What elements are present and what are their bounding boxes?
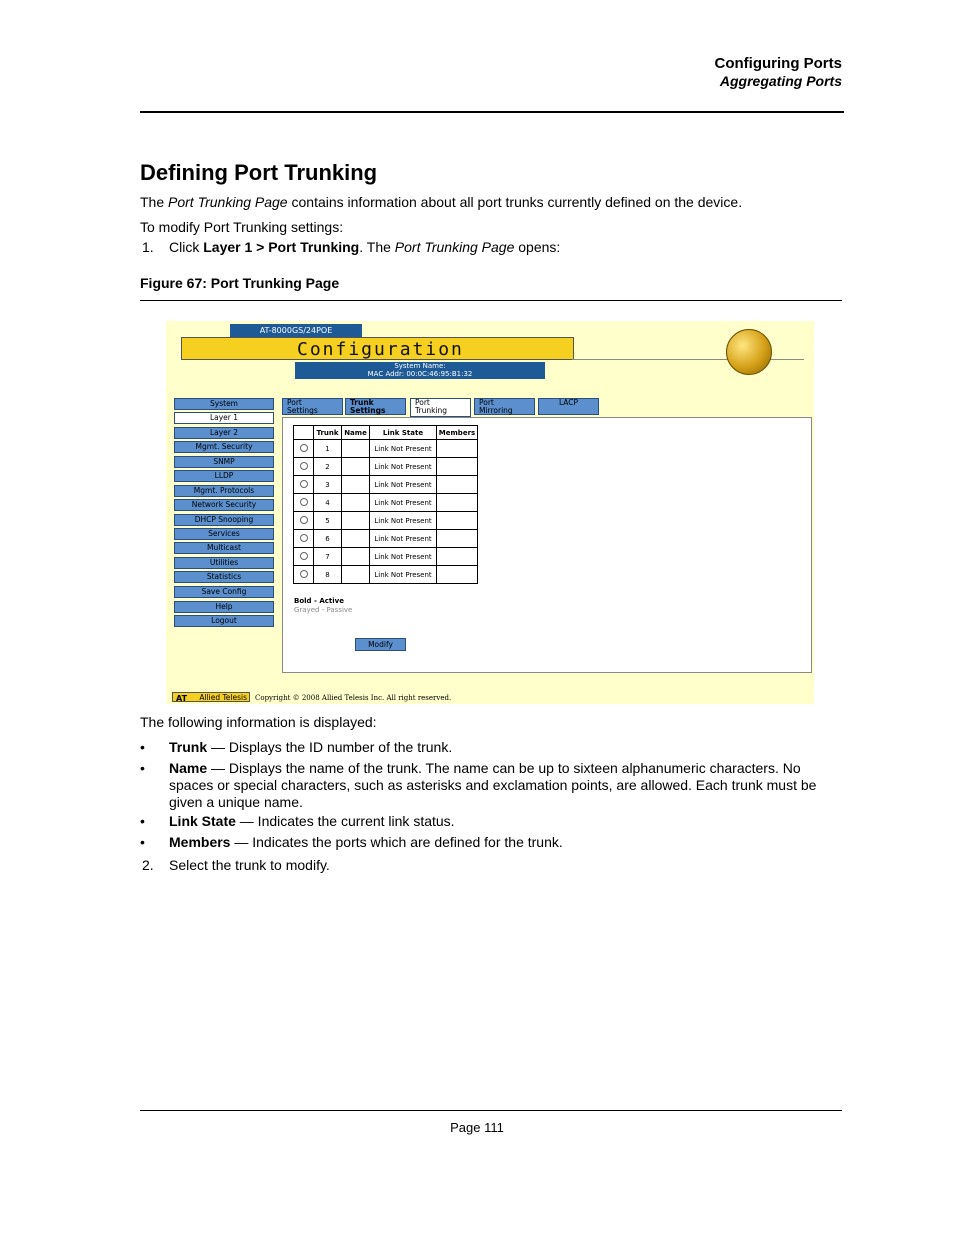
step-1-number: 1.	[142, 239, 154, 255]
figure-rule	[140, 300, 842, 301]
bullet-icon: •	[140, 813, 145, 829]
table-header-row	[294, 426, 478, 440]
col-select	[294, 426, 314, 440]
system-info-box	[295, 362, 545, 379]
tab-port-trunking[interactable]: Port Trunking	[410, 398, 471, 417]
legend-active: Bold - Active	[294, 597, 344, 605]
nav-system[interactable]: System	[174, 398, 274, 410]
table-row: 4 Link Not Present	[294, 494, 478, 512]
step-2-number: 2.	[142, 857, 154, 873]
table-row: 5 Link Not Present	[294, 512, 478, 530]
section-title: Defining Port Trunking	[140, 160, 378, 185]
step-2-text: Select the trunk to modify.	[169, 857, 330, 873]
modify-button[interactable]: Modify	[355, 638, 406, 651]
system-name: System Name:	[394, 362, 446, 370]
trunk-radio[interactable]	[300, 498, 308, 506]
table-row: 3 Link Not Present	[294, 476, 478, 494]
bullet-name: Name — Displays the name of the trunk. The name can be up to sixteen alphanumeric characters. No spaces or special characters, such as asterisks and exclamation points, are allowed. Each trunk must be given a unique name.	[169, 760, 817, 810]
col-link-state: Link State	[370, 426, 437, 440]
tab-port-settings[interactable]: Port Settings	[282, 398, 343, 415]
port-trunking-screenshot	[166, 321, 814, 704]
bullet-icon: •	[140, 760, 145, 776]
configuration-banner	[181, 337, 574, 360]
bullet-members: Members — Indicates the ports which are defined for the trunk.	[169, 834, 563, 850]
nav-mgmt-protocols[interactable]: Mgmt. Protocols	[174, 485, 274, 497]
trunk-radio[interactable]	[300, 516, 308, 524]
running-header-subtitle: Aggregating Ports	[719, 73, 842, 89]
nav-statistics[interactable]: Statistics	[174, 571, 274, 583]
running-header-title: Configuring Ports	[714, 55, 842, 72]
col-name: Name	[342, 426, 370, 440]
nav-logout[interactable]: Logout	[174, 615, 274, 627]
header-rule	[140, 111, 844, 113]
nav-layer-1[interactable]: Layer 1	[174, 412, 274, 424]
nav-mgmt-security[interactable]: Mgmt. Security	[174, 441, 274, 453]
trunk-table	[293, 425, 478, 584]
nav-dhcp-snooping[interactable]: DHCP Snooping	[174, 514, 274, 526]
footer-rule	[140, 1110, 842, 1111]
copyright-text: Copyright © 2008 Allied Telesis Inc. All right reserved.	[255, 694, 452, 702]
table-row: 8 Link Not Present	[294, 566, 478, 584]
nav-services[interactable]: Services	[174, 528, 274, 540]
col-trunk: Trunk	[314, 426, 342, 440]
globe-icon	[726, 329, 772, 375]
nav-save-config[interactable]: Save Config	[174, 586, 274, 598]
info-intro: The following information is displayed:	[140, 714, 377, 730]
modify-intro: To modify Port Trunking settings:	[140, 219, 344, 235]
model-tab: AT-8000GS/24POE	[230, 324, 362, 337]
col-members: Members	[437, 426, 478, 440]
bullet-icon: •	[140, 739, 145, 755]
nav-lldp[interactable]: LLDP	[174, 470, 274, 482]
allied-telesis-logo: AT Allied Telesis	[172, 692, 250, 702]
trunk-radio[interactable]	[300, 462, 308, 470]
page-number: Page 111	[450, 1120, 504, 1135]
mac-address: MAC Addr: 00:0C:46:95:B1:32	[367, 370, 473, 378]
figure-caption: Figure 67: Port Trunking Page	[140, 275, 340, 291]
tab-lacp[interactable]: LACP	[538, 398, 599, 415]
trunk-radio[interactable]	[300, 480, 308, 488]
bullet-icon: •	[140, 834, 145, 850]
nav-utilities[interactable]: Utilities	[174, 557, 274, 569]
nav-layer-2[interactable]: Layer 2	[174, 427, 274, 439]
trunk-radio[interactable]	[300, 534, 308, 542]
trunk-radio[interactable]	[300, 444, 308, 452]
table-row: 1 Link Not Present	[294, 440, 478, 458]
bullet-link-state: Link State — Indicates the current link status.	[169, 813, 455, 829]
tab-port-mirroring[interactable]: Port Mirroring	[474, 398, 535, 415]
step-1-text: Click Layer 1 > Port Trunking. The Port Trunking Page opens:	[169, 239, 561, 255]
table-row: 6 Link Not Present	[294, 530, 478, 548]
configuration-banner-text: Configuration	[297, 339, 464, 360]
nav-help[interactable]: Help	[174, 601, 274, 613]
trunk-radio[interactable]	[300, 552, 308, 560]
nav-snmp[interactable]: SNMP	[174, 456, 274, 468]
intro-paragraph: The Port Trunking Page contains information about all port trunks currently defined on the device.	[140, 194, 743, 210]
nav-multicast[interactable]: Multicast	[174, 542, 274, 554]
bullet-trunk: Trunk — Displays the ID number of the trunk.	[169, 739, 453, 755]
nav-network-security[interactable]: Network Security	[174, 499, 274, 511]
table-row: 7 Link Not Present	[294, 548, 478, 566]
table-row: 2 Link Not Present	[294, 458, 478, 476]
trunk-radio[interactable]	[300, 570, 308, 578]
tab-trunk-settings[interactable]: Trunk Settings	[345, 398, 406, 415]
legend-passive: Grayed - Passive	[294, 606, 353, 614]
